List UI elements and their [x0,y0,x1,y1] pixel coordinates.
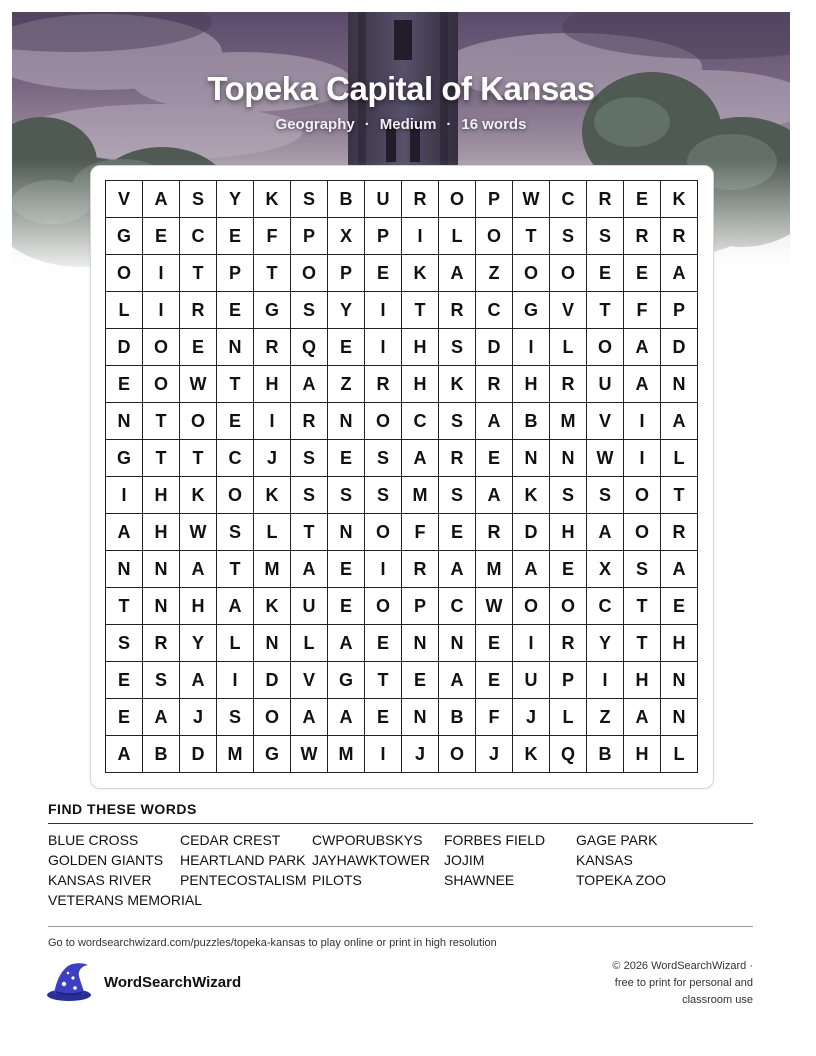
grid-cell: A [106,736,143,773]
grid-cell: L [106,292,143,329]
grid-cell: H [143,514,180,551]
grid-cell: E [180,329,217,366]
word-item: CWPORUBSKYS [312,832,423,848]
grid-cell: O [439,181,476,218]
grid-cell: S [587,477,624,514]
word-count-label: 16 words [461,116,527,133]
grid-cell: N [143,588,180,625]
grid-cell: I [587,662,624,699]
grid-cell: L [217,625,254,662]
grid-cell: S [550,477,587,514]
grid-cell: S [439,329,476,366]
grid-cell: P [291,218,328,255]
grid-cell: T [106,588,143,625]
grid-cell: S [217,514,254,551]
grid-cell: R [143,625,180,662]
grid-cell: W [587,440,624,477]
grid-cell: O [180,403,217,440]
grid-cell: H [402,329,439,366]
grid-cell: A [402,440,439,477]
grid-cell: T [291,514,328,551]
grid-cell: A [661,255,698,292]
grid-cell: D [106,329,143,366]
grid-cell: I [513,625,550,662]
grid-cell: O [624,514,661,551]
grid-cell: I [217,662,254,699]
brand-name: WordSearchWizard [104,973,242,991]
grid-cell: L [661,736,698,773]
grid-cell: R [550,366,587,403]
grid-cell: L [550,699,587,736]
grid-cell: W [180,514,217,551]
grid-cell: I [106,477,143,514]
grid-cell: Z [587,699,624,736]
grid-cell: K [402,255,439,292]
word-item: BLUE CROSS [48,832,139,848]
grid-cell: T [180,440,217,477]
grid-cell: M [217,736,254,773]
grid-cell: S [365,440,402,477]
word-item: KANSAS [576,852,633,868]
grid-cell: M [476,551,513,588]
grid-cell: S [291,292,328,329]
grid-cell: S [439,403,476,440]
grid-cell: N [217,329,254,366]
grid-cell: A [439,551,476,588]
grid-cell: T [587,292,624,329]
grid-cell: A [291,366,328,403]
grid-cell: Q [550,736,587,773]
grid-cell: E [217,292,254,329]
grid-cell: R [439,292,476,329]
grid-cell: E [106,699,143,736]
grid-cell: A [476,477,513,514]
grid-cell: H [624,662,661,699]
grid-cell: O [624,477,661,514]
grid-cell: B [513,403,550,440]
grid-cell: I [402,218,439,255]
grid-cell: T [661,477,698,514]
grid-cell: W [180,366,217,403]
grid-cell: E [624,181,661,218]
grid-cell: I [365,736,402,773]
grid-cell: R [439,440,476,477]
grid-cell: T [143,440,180,477]
grid-cell: D [254,662,291,699]
grid-cell: G [254,292,291,329]
grid-cell: N [328,403,365,440]
grid-cell: O [513,588,550,625]
grid-cell: Y [587,625,624,662]
grid-cell: T [254,255,291,292]
grid-cell: I [513,329,550,366]
grid-cell: A [476,403,513,440]
word-item: CEDAR CREST [180,832,281,848]
grid-cell: Y [217,181,254,218]
grid-cell: O [217,477,254,514]
grid-cell: P [476,181,513,218]
puzzle-meta [12,116,790,133]
grid-cell: J [513,699,550,736]
grid-cell: I [143,292,180,329]
grid-cell: A [291,551,328,588]
grid-cell: S [624,551,661,588]
grid-cell: Y [180,625,217,662]
grid-cell: N [661,366,698,403]
grid-cell: K [513,736,550,773]
divider [48,926,753,927]
brand [46,962,241,1002]
grid-cell: E [217,218,254,255]
grid-cell: L [254,514,291,551]
grid-cell: M [254,551,291,588]
category-label: Geography [275,116,355,133]
grid-cell: R [624,218,661,255]
grid-cell: A [661,551,698,588]
grid-cell: R [291,403,328,440]
grid-cell: E [476,662,513,699]
grid-cell: O [365,588,402,625]
grid-cell: C [476,292,513,329]
word-item: SHAWNEE [444,872,515,888]
grid-cell: L [439,218,476,255]
grid-cell: T [513,218,550,255]
grid-cell: T [402,292,439,329]
grid-cell: O [365,403,402,440]
footer-url-text: Go to wordsearchwizard.com/puzzles/topeka-kansas to play online or print in high resolution [48,937,497,949]
page-title: Topeka Capital of Kansas [207,70,595,107]
grid-cell: N [402,699,439,736]
wizard-hat-icon [46,962,92,1002]
word-item: GAGE PARK [576,832,658,848]
grid-cell: E [624,255,661,292]
grid-cell: E [402,662,439,699]
grid-cell: D [661,329,698,366]
grid-cell: E [550,551,587,588]
grid-cell: R [254,329,291,366]
grid-cell: B [143,736,180,773]
grid-cell: P [661,292,698,329]
grid-cell: L [661,440,698,477]
word-item: HEARTLAND PARK [180,852,306,868]
grid-cell: K [254,588,291,625]
grid-cell: S [328,477,365,514]
grid-cell: T [217,366,254,403]
divider [48,823,753,824]
grid-cell: J [180,699,217,736]
grid-cell: Z [476,255,513,292]
grid-cell: Y [328,292,365,329]
grid-cell: N [254,625,291,662]
grid-cell: P [328,255,365,292]
grid-cell: I [624,440,661,477]
grid-cell: H [513,366,550,403]
grid-cell: A [143,181,180,218]
grid-cell: N [439,625,476,662]
grid-cell: I [143,255,180,292]
grid-cell: A [624,699,661,736]
grid-cell: C [550,181,587,218]
grid-cell: C [439,588,476,625]
grid-cell: V [291,662,328,699]
grid-cell: O [254,699,291,736]
grid-cell: M [402,477,439,514]
grid-cell: K [513,477,550,514]
grid-cell: Q [291,329,328,366]
grid-cell: U [365,181,402,218]
grid-cell: F [476,699,513,736]
grid-cell: C [180,218,217,255]
grid-cell: W [513,181,550,218]
grid-cell: S [291,181,328,218]
grid-cell: G [106,440,143,477]
grid-cell: N [106,551,143,588]
word-item: VETERANS MEMORIAL [48,892,203,908]
grid-cell: A [513,551,550,588]
grid-cell: A [661,403,698,440]
grid-cell: N [402,625,439,662]
grid-cell: E [328,329,365,366]
grid-cell: O [143,329,180,366]
grid-cell: S [291,440,328,477]
grid-cell: P [402,588,439,625]
grid-cell: O [365,514,402,551]
grid-cell: R [661,218,698,255]
word-item: GOLDEN GIANTS [48,852,164,868]
grid-cell: F [624,292,661,329]
grid-cell: D [180,736,217,773]
grid-cell: S [180,181,217,218]
grid-cell: A [106,514,143,551]
grid-cell: A [328,699,365,736]
grid-cell: D [513,514,550,551]
grid-cell: N [143,551,180,588]
grid-cell: M [550,403,587,440]
grid-cell: E [365,255,402,292]
grid-cell: H [402,366,439,403]
grid-cell: S [291,477,328,514]
grid-cell: V [550,292,587,329]
grid-cell: A [624,366,661,403]
grid-cell: C [587,588,624,625]
grid-cell: R [587,181,624,218]
grid-cell: H [661,625,698,662]
grid-cell: O [513,255,550,292]
grid-cell: I [365,292,402,329]
meta-separator: · [364,116,370,133]
grid-cell: E [365,699,402,736]
grid-cell: H [624,736,661,773]
grid-cell: A [624,329,661,366]
grid-cell: L [291,625,328,662]
grid-cell: T [180,255,217,292]
grid-cell: N [513,440,550,477]
puzzle-card [90,165,714,789]
grid-cell: E [328,551,365,588]
grid-cell: R [180,292,217,329]
grid-cell: X [587,551,624,588]
grid-cell: A [143,699,180,736]
grid-cell: I [365,329,402,366]
grid-cell: A [587,514,624,551]
grid-cell: R [476,514,513,551]
grid-cell: R [476,366,513,403]
grid-cell: E [476,625,513,662]
grid-cell: P [365,218,402,255]
grid-cell: B [328,181,365,218]
grid-cell: J [254,440,291,477]
grid-cell: B [439,699,476,736]
grid-cell: F [254,218,291,255]
grid-cell: R [550,625,587,662]
letter-grid [105,180,698,773]
word-item: TOPEKA ZOO [576,872,666,888]
grid-cell: E [328,588,365,625]
grid-cell: T [365,662,402,699]
grid-cell: S [365,477,402,514]
grid-cell: I [254,403,291,440]
grid-cell: V [587,403,624,440]
copyright-line: classroom use [682,994,753,1006]
copyright-line: free to print for personal and [614,977,753,989]
grid-cell: E [476,440,513,477]
grid-cell: S [143,662,180,699]
grid-cell: H [550,514,587,551]
word-list [48,832,753,912]
grid-cell: K [439,366,476,403]
grid-cell: I [624,403,661,440]
grid-cell: W [291,736,328,773]
grid-cell: O [106,255,143,292]
grid-cell: T [143,403,180,440]
grid-cell: O [143,366,180,403]
grid-cell: E [587,255,624,292]
grid-cell: G [254,736,291,773]
grid-cell: N [661,662,698,699]
grid-cell: O [439,736,476,773]
grid-cell: P [550,662,587,699]
grid-cell: W [476,588,513,625]
grid-cell: Z [328,366,365,403]
grid-cell: O [587,329,624,366]
grid-cell: O [291,255,328,292]
grid-cell: E [106,662,143,699]
grid-cell: E [661,588,698,625]
word-item: PILOTS [312,872,362,888]
meta-separator: · [446,116,452,133]
grid-cell: O [550,588,587,625]
grid-cell: C [217,440,254,477]
grid-cell: N [661,699,698,736]
word-item: FORBES FIELD [444,832,546,848]
word-item: KANSAS RIVER [48,872,152,888]
grid-cell: H [254,366,291,403]
grid-cell: S [439,477,476,514]
grid-cell: C [402,403,439,440]
grid-cell: X [328,218,365,255]
grid-cell: S [587,218,624,255]
grid-cell: E [143,218,180,255]
grid-cell: A [328,625,365,662]
grid-cell: N [550,440,587,477]
grid-cell: A [291,699,328,736]
word-list-title: FIND THESE WORDS [48,801,197,817]
grid-cell: U [587,366,624,403]
grid-cell: S [217,699,254,736]
grid-cell: E [217,403,254,440]
grid-cell: A [439,662,476,699]
grid-cell: J [476,736,513,773]
grid-cell: S [550,218,587,255]
grid-cell: A [180,662,217,699]
grid-cell: T [624,588,661,625]
grid-cell: T [217,551,254,588]
grid-cell: N [106,403,143,440]
grid-cell: R [402,181,439,218]
grid-cell: K [254,181,291,218]
grid-cell: E [439,514,476,551]
grid-cell: G [513,292,550,329]
grid-cell: U [291,588,328,625]
difficulty-label: Medium [379,116,437,133]
grid-cell: E [328,440,365,477]
grid-cell: E [106,366,143,403]
grid-cell: T [624,625,661,662]
grid-cell: I [365,551,402,588]
grid-cell: A [217,588,254,625]
grid-cell: K [180,477,217,514]
grid-cell: A [180,551,217,588]
grid-cell: D [476,329,513,366]
grid-cell: S [106,625,143,662]
grid-cell: O [550,255,587,292]
word-item: JAYHAWKTOWER [312,852,430,868]
grid-cell: O [476,218,513,255]
grid-cell: P [217,255,254,292]
grid-cell: G [328,662,365,699]
grid-cell: K [661,181,698,218]
grid-cell: R [661,514,698,551]
copyright-text [553,958,753,1009]
grid-cell: M [328,736,365,773]
grid-cell: K [254,477,291,514]
grid-cell: V [106,181,143,218]
grid-cell: A [439,255,476,292]
grid-cell: J [402,736,439,773]
grid-cell: B [587,736,624,773]
grid-cell: E [365,625,402,662]
word-item: PENTECOSTALISM [180,872,307,888]
grid-cell: N [328,514,365,551]
grid-cell: U [513,662,550,699]
grid-cell: H [143,477,180,514]
grid-cell: H [180,588,217,625]
grid-cell: R [402,551,439,588]
grid-cell: G [106,218,143,255]
copyright-line: © 2026 WordSearchWizard · [612,960,753,972]
word-item: JOJIM [444,852,485,868]
grid-cell: R [365,366,402,403]
grid-cell: F [402,514,439,551]
grid-cell: L [550,329,587,366]
